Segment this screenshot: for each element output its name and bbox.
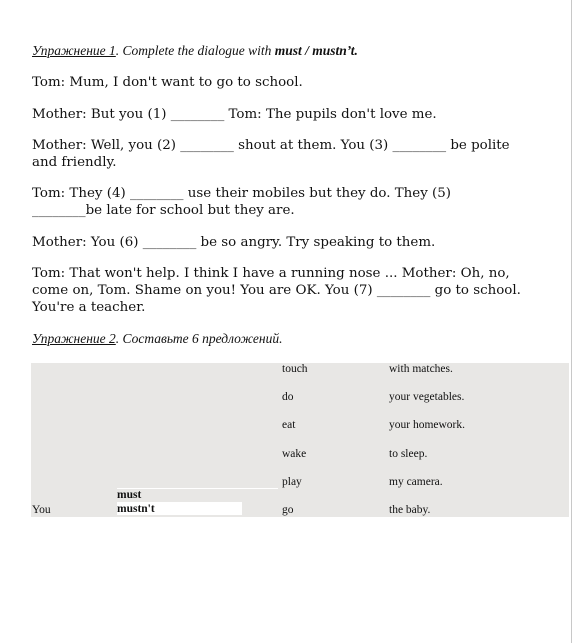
object-cell: with matches.	[389, 363, 453, 375]
dialogue-line: Mother: But you (1) ________ Tom: The pupils don't love me.	[32, 107, 437, 122]
object-cell: your vegetables.	[389, 391, 465, 403]
exercise-2-label: Упражнение 2	[32, 331, 116, 346]
dialogue-line: You're a teacher.	[32, 300, 146, 315]
exercise-1-heading	[32, 43, 358, 59]
object-cell: my camera.	[389, 476, 443, 488]
dialogue-line: Tom: Mum, I don't want to go to school.	[32, 75, 303, 90]
modal-cell: mustn't	[117, 503, 155, 515]
exercise-2-instruction: . Составьте 6 предложений.	[115, 331, 283, 346]
dialogue-line: Tom: That won't help. I think I have a running nose ... Mother: Oh, no,	[32, 266, 510, 281]
object-cell: to sleep.	[389, 448, 428, 460]
substitution-table	[31, 363, 569, 517]
modal-cell: must	[117, 489, 142, 501]
verb-cell: go	[282, 504, 294, 516]
object-cell: your homework.	[389, 419, 466, 431]
exercise-1-modals: must / mustn’t.	[274, 43, 358, 58]
object-cell: the baby.	[389, 504, 431, 516]
subject-cell: You	[32, 504, 51, 516]
exercise-1-label: Упражнение 1	[32, 43, 116, 58]
dialogue-line: and friendly.	[32, 155, 117, 170]
verb-cell: touch	[282, 363, 308, 375]
dialogue-line: Mother: You (6) ________ be so angry. Try speaking to them.	[32, 235, 436, 250]
verb-cell: wake	[282, 448, 307, 460]
verb-cell: do	[282, 391, 294, 403]
dialogue-line: come on, Tom. Shame on you! You are OK. You (7) ________ go to school.	[32, 283, 521, 298]
dialogue-line: ________be late for school but they are.	[32, 203, 295, 218]
dialogue-line: Tom: They (4) ________ use their mobiles but they do. They (5)	[32, 186, 452, 201]
verb-cell: play	[282, 476, 302, 488]
page-edge	[571, 0, 572, 643]
exercise-1-instruction: . Complete the dialogue with	[115, 43, 275, 58]
exercise-2-heading	[32, 331, 283, 347]
dialogue-line: Mother: Well, you (2) ________ shout at them. You (3) ________ be polite	[32, 138, 510, 153]
verb-cell: eat	[282, 419, 296, 431]
